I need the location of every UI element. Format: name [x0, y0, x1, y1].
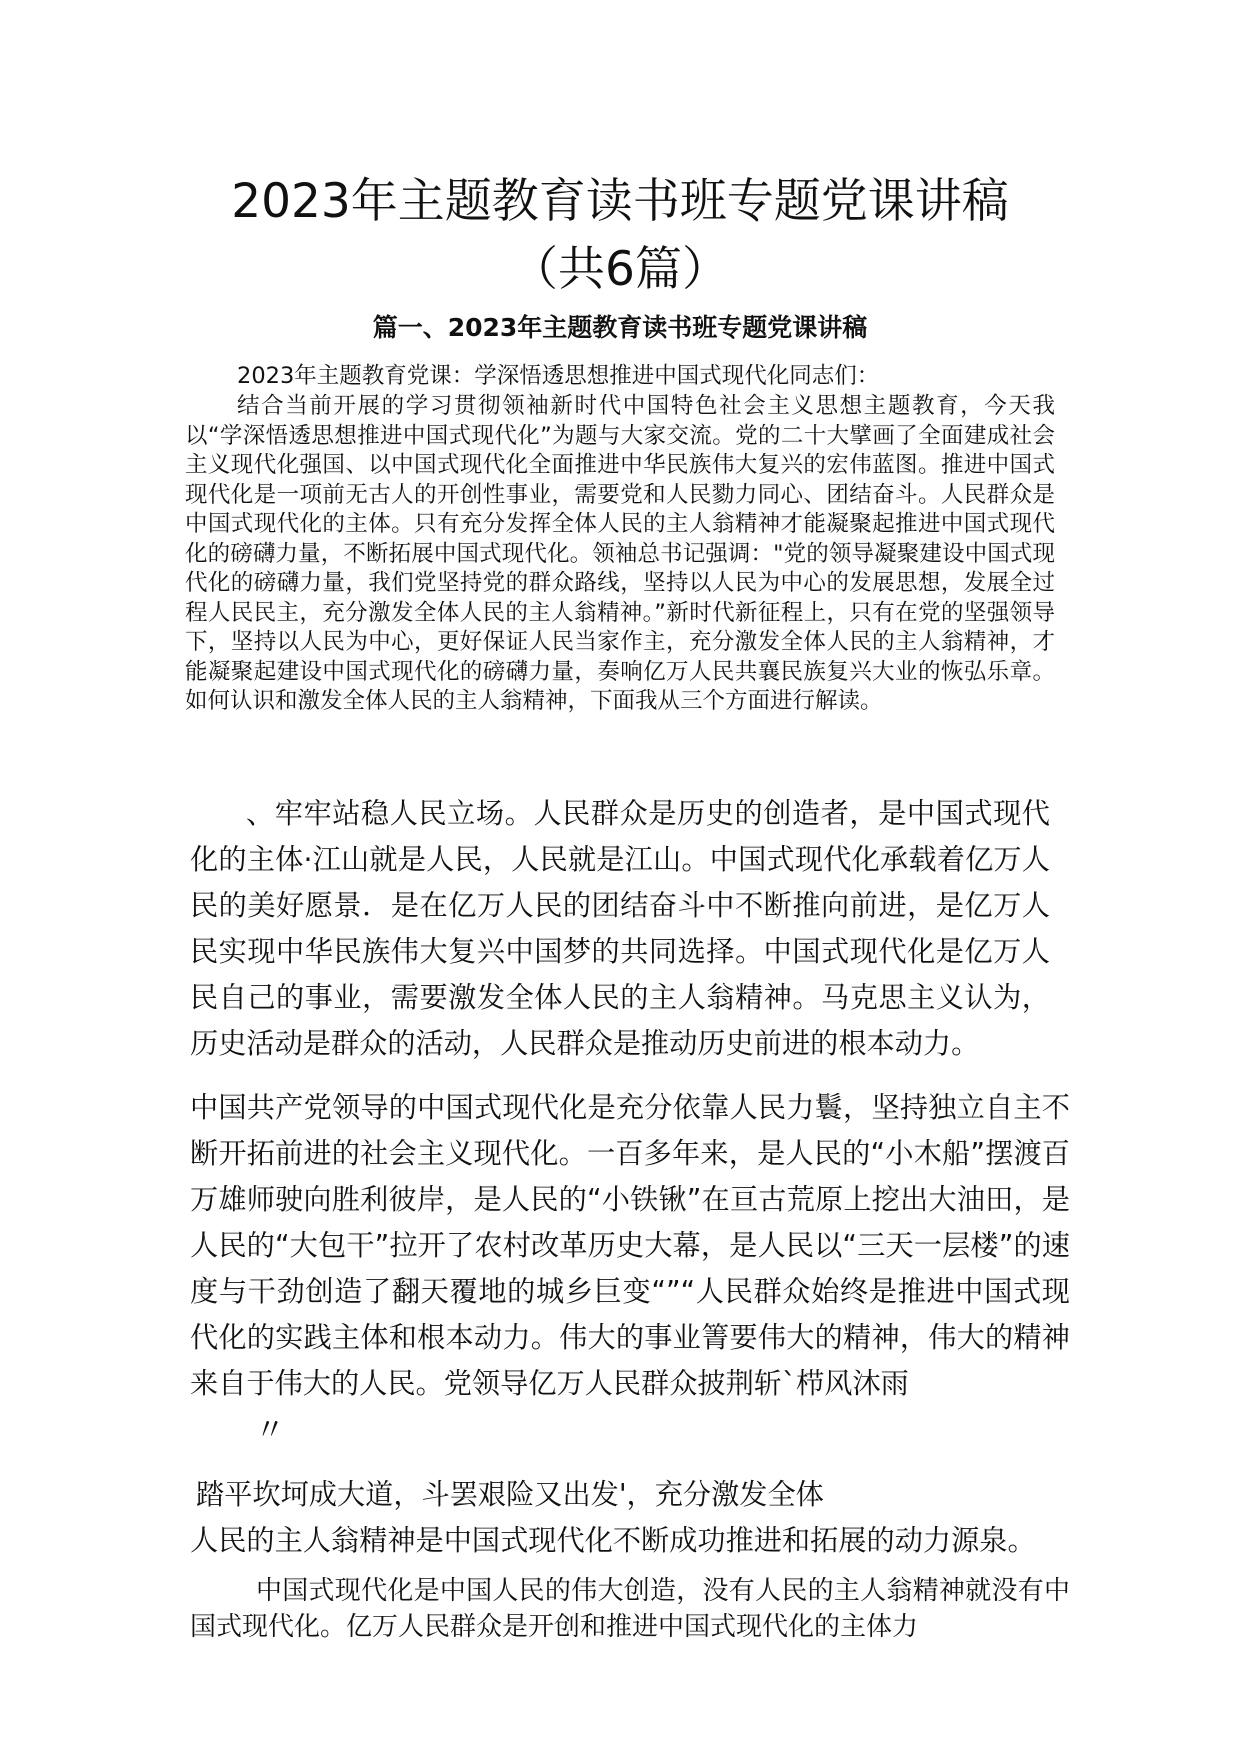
- document-title-line1: 2023年主题教育读书班专题党课讲稿: [231, 174, 1009, 229]
- paragraph-2: 、牢牢站稳人民立场。人民群众是历史的创造者，是中国式现代化的主体·江山就是人民，人民就是江山。中国式现代化承载着亿万人民的美好愿景．是在亿万人民的团结奋斗中不断推向前进，是亿万人民实现中华民族伟大复兴中国梦的共同选择。中国式现代化是亿万人民自己的事业，需要激发全体人民的主人翁精神。马克思主义认为，历史活动是群众的活动，人民群众是推动历史前进的根本动力。: [190, 797, 1050, 1060]
- intro-line: 2023年主题教育党课：学深悟透思想推进中国式现代化同志们：: [237, 363, 880, 389]
- paragraph-5: 人民的主人翁精神是中国式现代化不断成功推进和拓展的动力源泉。: [190, 1524, 1036, 1557]
- document-subtitle: 篇一、2023年主题教育读书班专题党课讲稿: [372, 313, 868, 342]
- paragraph-6: 中国式现代化是中国人民的伟大创造，没有人民的主人翁精神就没有中国式现代化。亿万人民群众是开创和推进中国式现代化的主体力: [190, 1576, 1070, 1642]
- paragraph-3: 中国共产党领导的中国式现代化是充分依靠人民力鬟，坚持独立自主不断开拓前进的社会主义现代化。一百多年来，是人民的“小木船”摆渡百万雄师驶向胜利彼岸，是人民的“小铁锹”在亘古荒原上挖出大油田，是人民的“大包干”拉开了农村改革历史大幕，是人民以“三天一层楼”的速度与干劲创造了翻天覆地的城乡巨变“”“人民群众始终是推进中国式现代化的实践主体和根本动力。伟大的事业箐要伟大的精神，伟大的精神来自于伟大的人民。党领导亿万人民群众披荆斩`栉风沐雨: [190, 1091, 1070, 1400]
- document-title-line2: （共6篇）: [511, 242, 729, 297]
- paragraph-1: 结合当前开展的学习贯彻领袖新时代中国特色社会主义思想主题教育，今天我以“学深悟透思想推进中国式现代化”为题与大家交流。党的二十大擘画了全面建成社会主义现代化强国、以中国式现代化全面推进中华民族伟大复兴的宏伟蓝图。推进中国式现代化是一项前无古人的开创性事业，需要党和人民勠力同心、团结奋斗。人民群众是中国式现代化的主体。只有充分发挥全体人民的主人翁精神才能凝聚起推进中国式现代化的磅礴力量，不断拓展中国式现代化。领袖总书记强调："党的领导凝聚建设中国式现代化的磅礴力量，我们党坚持党的群众路线，坚持以人民为中心的发展思想，发展全过程人民民主，充分激发全体人民的主人翁精神。”新时代新征程上，只有在党的坚强领导下，坚持以人民为中心，更好保证人民当家作主，充分激发全体人民的主人翁精神，才能凝聚起建设中国式现代化的磅礴力量，奏响亿万人民共襄民族复兴大业的恢弘乐章。如何认识和激发全体人民的主人翁精神，下面我从三个方面进行解读。: [185, 393, 1055, 714]
- quote-mark: 〃: [255, 1413, 285, 1448]
- paragraph-4: 踏平坎坷成大道，斗罢艰险又出发'，充分激发全体: [196, 1478, 824, 1511]
